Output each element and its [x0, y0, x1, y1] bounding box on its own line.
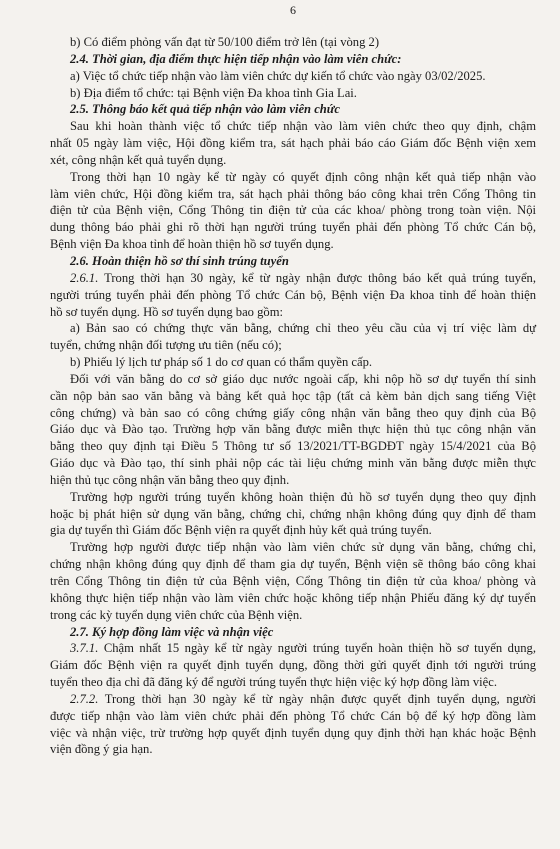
line-text: Chậm nhất 15 ngày kể từ ngày người trúng tuyển hoàn thiện hồ sơ tuyển dụng,	[98, 641, 536, 656]
text-line	[50, 202, 536, 219]
section-heading	[50, 51, 536, 68]
text-line	[50, 573, 536, 590]
line-text: Giám đốc Bệnh viện ra quyết định tuyển dụng, đồng thời gửi quyết định tới người trúng	[50, 658, 536, 673]
line-text: Giáo dục và Đào tạo, thí sinh phải nộp các tài liệu chứng minh văn bằng được miễn thực	[50, 456, 536, 471]
text-line	[50, 219, 536, 236]
line-text: cần nộp bản sao văn bằng và bảng kết quả học tập (tất cả kèm bản dịch sang tiếng Việt	[50, 388, 536, 403]
line-text: được tiếp nhận vào làm viên chức phải đến phòng Tổ chức Cán bộ để ký hợp đồng làm	[50, 708, 536, 723]
line-text: Trường hợp người trúng tuyển không hoàn thiện đủ hồ sơ tuyển dụng theo quy định	[70, 489, 536, 504]
line-text: không thực hiện tiếp nhận vào làm viên chức hoặc không tiếp nhận Phiếu đăng ký dự tuyển	[50, 590, 536, 605]
line-text: 2.4. Thời gian, địa điểm thực hiện tiếp nhận vào làm viên chức:	[70, 51, 402, 66]
text-line	[50, 657, 536, 674]
text-line	[50, 152, 536, 169]
text-line	[50, 304, 536, 321]
text-line	[50, 287, 536, 304]
line-text: chứng nhận không đúng quy định để tham gia dự tuyển, Bệnh viện sẽ thông báo công khai	[50, 557, 536, 572]
line-text: trong các kỳ tuyển dụng viên chức của Bệnh viện.	[50, 607, 303, 622]
text-line	[50, 506, 536, 523]
line-text: viện đồng ý gia hạn.	[50, 742, 153, 757]
line-text: 2.5. Thông báo kết quả tiếp nhận vào làm viên chức	[70, 102, 340, 117]
line-text: công chứng) và bản sao có công chứng giấy công nhận văn bằng theo quy định của Bộ	[50, 405, 536, 420]
document-body	[50, 34, 536, 758]
text-line	[50, 236, 536, 253]
line-text: Sau khi hoàn thành việc tổ chức tiếp nhận vào làm viên chức theo quy định, chậm	[70, 119, 536, 134]
text-line	[50, 388, 536, 405]
text-line	[50, 741, 536, 758]
line-text: bằng theo quy định tại Điều 5 Thông tư số 13/2021/TT-BGDĐT ngày 15/4/2021 của Bộ	[50, 439, 536, 454]
line-text: Giáo dục và Đào tạo. Trường hợp văn bằng được miễn thực hiện thủ tục công nhận văn	[50, 422, 536, 437]
text-line	[50, 455, 536, 472]
line-text: 2.7. Ký hợp đồng làm việc và nhận việc	[70, 624, 274, 639]
text-line	[50, 169, 536, 186]
text-line	[50, 539, 536, 556]
clause-number: 3.7.1.	[70, 641, 99, 656]
text-line	[50, 472, 536, 489]
line-text: hiện thủ tục công nhận văn bằng theo quy định.	[50, 472, 290, 487]
text-line	[50, 438, 536, 455]
line-text: tuyển, chứng nhận đối tượng ưu tiên (nếu có);	[50, 338, 282, 353]
line-text: Trong thời hạn 30 ngày kể từ ngày nhận được quyết định tuyển dụng, người	[98, 691, 536, 706]
line-text: điện tử của Bệnh viện, Cổng Thông tin điện tử của các khoa/ phòng trong toàn viện. Nội	[50, 203, 536, 218]
text-line	[50, 186, 536, 203]
line-text: hoặc bị phát hiện sử dụng văn bằng, chứng chỉ, chứng nhận không đúng quy định để tham	[50, 506, 536, 521]
clause-number: 2.6.1.	[70, 270, 99, 285]
page-number: 6	[290, 3, 296, 17]
clause-number: 2.7.2.	[70, 691, 99, 706]
text-line	[50, 691, 536, 708]
text-line	[50, 34, 536, 51]
text-line	[50, 708, 536, 725]
text-line	[50, 68, 536, 85]
line-text: 2.6. Hoàn thiện hồ sơ thí sinh trúng tuyển	[70, 253, 289, 268]
text-line	[50, 270, 536, 287]
line-text: b) Phiếu lý lịch tư pháp số 1 do cơ quan có thẩm quyền cấp.	[70, 355, 373, 370]
line-text: a) Việc tổ chức tiếp nhận vào làm viên chức dự kiến tổ chức vào ngày 03/02/2025.	[70, 68, 486, 83]
section-heading	[50, 253, 536, 270]
line-text: làm viên chức, Hội đồng kiểm tra, sát hạch phải thông báo công khai trên Cổng Thông tin	[50, 186, 536, 201]
line-text: người trúng tuyển phải đến phòng Tổ chức Cán bộ, Bệnh viện Đa khoa tỉnh để hoàn thiện	[50, 287, 536, 302]
section-heading	[50, 624, 536, 641]
text-line	[50, 590, 536, 607]
line-text: xét, công nhận kết quả tuyển dụng.	[50, 152, 227, 167]
line-text: b) Có điểm phỏng vấn đạt từ 50/100 điểm trở lên (tại vòng 2)	[70, 35, 380, 49]
line-text: dung thông báo phải ghi rõ thời hạn người trúng tuyển phải đến phòng Tổ chức Cán bộ,	[50, 220, 536, 235]
text-line	[50, 354, 536, 371]
text-line	[50, 640, 536, 657]
text-line	[50, 135, 536, 152]
line-text: b) Địa điểm tổ chức: tại Bệnh viện Đa khoa tỉnh Gia Lai.	[70, 85, 357, 100]
line-text: gia dự tuyển thì Giám đốc Bệnh viện ra quyết định hủy kết quả trúng tuyển.	[50, 523, 432, 538]
text-line	[50, 421, 536, 438]
line-text: Trong thời hạn 30 ngày, kể từ ngày nhận được thông báo kết quả trúng tuyển,	[98, 270, 536, 285]
line-text: Đối với văn bằng do cơ sở giáo dục nước ngoài cấp, khi nộp hồ sơ dự tuyển thí sinh	[70, 371, 536, 386]
line-text: Bệnh viện Đa khoa tỉnh để hoàn thiện hồ sơ tuyển dụng.	[50, 237, 334, 252]
line-text: Trường hợp người được tiếp nhận vào làm viên chức sử dụng văn bằng, chứng chỉ,	[70, 540, 536, 555]
text-line	[50, 371, 536, 388]
text-line	[50, 556, 536, 573]
text-line	[50, 337, 536, 354]
line-text: trên Cổng Thông tin điện tử của Bệnh viện, Cổng Thông tin điện tử của khoa/ phòng và	[50, 574, 536, 588]
line-text: a) Bản sao có chứng thực văn bằng, chứng chỉ theo yêu cầu của vị trí việc làm dự	[70, 321, 536, 336]
line-text: Trong thời hạn 10 ngày kể từ ngày có quyết định công nhận kết quả tiếp nhận vào	[70, 169, 536, 184]
text-line	[50, 405, 536, 422]
text-line	[50, 118, 536, 135]
text-line	[50, 85, 536, 102]
text-line	[50, 674, 536, 691]
line-text: việc và nhận việc, trừ trường hợp quyết định tuyển dụng quy định thời hạn khác hoặc Bệnh	[50, 725, 536, 740]
text-line	[50, 522, 536, 539]
text-line	[50, 489, 536, 506]
line-text: nhất 05 ngày làm việc, Hội đồng kiểm tra, sát hạch phải báo cáo Giám đốc Bệnh viện xem	[50, 136, 536, 151]
line-text: hồ sơ tuyển dụng. Hồ sơ tuyển dụng bao gồm:	[50, 304, 283, 319]
text-line	[50, 320, 536, 337]
section-heading	[50, 101, 536, 118]
text-line	[50, 607, 536, 624]
line-text: tuyển theo địa chỉ đã đăng ký để người trúng tuyển thực hiện việc ký hợp đồng làm việc.	[50, 675, 498, 690]
text-line	[50, 725, 536, 742]
